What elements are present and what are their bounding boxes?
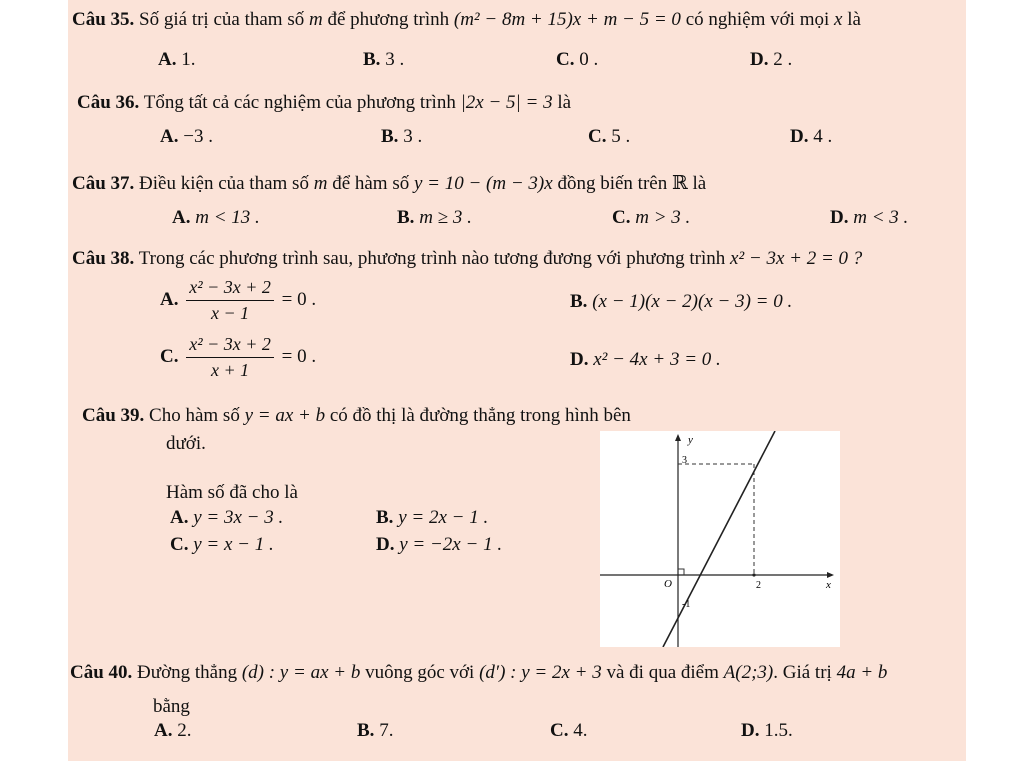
option-a[interactable] bbox=[154, 720, 191, 742]
option-label: B. bbox=[570, 291, 588, 312]
origin-label: O bbox=[664, 578, 672, 590]
option-c[interactable] bbox=[550, 720, 587, 742]
option-text: y = −2x − 1 . bbox=[399, 534, 503, 555]
option-a[interactable] bbox=[172, 207, 260, 229]
math-equation: y = ax + b bbox=[244, 405, 326, 426]
option-a[interactable] bbox=[170, 507, 283, 529]
tick-label-y3: 3 bbox=[682, 455, 687, 466]
option-label: D. bbox=[376, 534, 395, 555]
option-text: (x − 1)(x − 2)(x − 3) = 0 . bbox=[592, 291, 793, 312]
option-label: A. bbox=[172, 207, 191, 228]
option-label: A. bbox=[170, 507, 189, 528]
option-label: A. bbox=[160, 288, 179, 310]
question-number: Câu 36. bbox=[77, 92, 140, 113]
option-text: 4 . bbox=[813, 126, 833, 147]
option-label: A. bbox=[158, 49, 177, 70]
option-b[interactable] bbox=[357, 720, 393, 742]
fraction bbox=[186, 277, 274, 324]
option-label: D. bbox=[830, 207, 849, 228]
function-line bbox=[663, 431, 775, 647]
option-label: D. bbox=[570, 349, 589, 370]
math-var: m bbox=[308, 9, 323, 30]
option-b[interactable] bbox=[397, 207, 472, 229]
question-text: Cho hàm số bbox=[149, 405, 240, 426]
question-text: để phương trình bbox=[327, 9, 450, 30]
fraction-denominator: x + 1 bbox=[211, 360, 250, 380]
option-text: 7. bbox=[379, 720, 394, 741]
x-axis-arrow-icon bbox=[827, 572, 834, 578]
math-equation: x² − 3x + 2 = 0 ? bbox=[730, 248, 863, 269]
math-equation: (d) : y = ax + b bbox=[241, 662, 361, 683]
math-equation: (m² − 8m + 15)x + m − 5 = 0 bbox=[453, 9, 681, 30]
question-text: Đường thẳng bbox=[137, 662, 238, 683]
tick-label-y-neg1: -1 bbox=[682, 599, 691, 610]
fraction-numerator: x² − 3x + 2 bbox=[186, 277, 274, 301]
option-c[interactable] bbox=[170, 534, 274, 556]
question-text: có đồ thị là đường thẳng trong hình bên bbox=[329, 405, 631, 426]
option-text: 2 . bbox=[773, 49, 793, 70]
option-label: C. bbox=[612, 207, 631, 228]
question-text: để hàm số bbox=[332, 173, 410, 194]
option-c[interactable] bbox=[160, 334, 316, 381]
option-d[interactable] bbox=[376, 534, 502, 556]
option-d[interactable] bbox=[830, 207, 908, 229]
question-text: là bbox=[557, 92, 572, 113]
option-text: −3 . bbox=[183, 126, 213, 147]
question-text: . Giá trị bbox=[773, 662, 832, 683]
question-prompt: Hàm số đã cho là bbox=[166, 482, 298, 503]
graph-svg bbox=[600, 431, 840, 647]
fraction-numerator: x² − 3x + 2 bbox=[186, 334, 274, 358]
question-text: là bbox=[847, 9, 861, 30]
option-text: = 0 . bbox=[281, 345, 317, 367]
question-number: Câu 37. bbox=[72, 173, 135, 194]
option-b[interactable] bbox=[363, 49, 404, 71]
math-expression: 4a + b bbox=[836, 662, 888, 683]
math-var: m bbox=[313, 173, 328, 194]
option-d[interactable] bbox=[570, 349, 721, 371]
option-text: 5 . bbox=[611, 126, 631, 147]
x-axis-label: x bbox=[826, 579, 831, 591]
option-label: D. bbox=[741, 720, 760, 741]
math-var: x bbox=[834, 9, 843, 30]
question-text: Tổng tất cả các nghiệm của phương trình bbox=[143, 92, 456, 113]
option-label: C. bbox=[550, 720, 569, 741]
option-label: A. bbox=[160, 126, 179, 147]
fraction bbox=[186, 334, 274, 381]
question-text-line2: dưới. bbox=[166, 433, 206, 454]
option-c[interactable] bbox=[612, 207, 690, 229]
option-text: x² − 4x + 3 = 0 . bbox=[593, 349, 721, 370]
question-text-line2: bằng bbox=[153, 696, 190, 717]
function-graph bbox=[600, 431, 840, 647]
fraction-denominator: x − 1 bbox=[211, 303, 250, 323]
option-b[interactable] bbox=[570, 291, 792, 313]
option-label: C. bbox=[170, 534, 189, 555]
option-text: 3 . bbox=[385, 49, 405, 70]
question-40 bbox=[70, 662, 887, 684]
question-39 bbox=[82, 405, 631, 427]
option-b[interactable] bbox=[376, 507, 488, 529]
question-number: Câu 38. bbox=[72, 248, 135, 269]
option-text: m < 13 . bbox=[195, 207, 260, 228]
question-text: có nghiệm với mọi bbox=[685, 9, 830, 30]
option-text: = 0 . bbox=[281, 288, 317, 310]
question-text: Điều kiện của tham số bbox=[139, 173, 309, 194]
question-text: đồng biến trên ℝ là bbox=[557, 173, 707, 194]
option-text: 2. bbox=[177, 720, 192, 741]
question-number: Câu 40. bbox=[70, 662, 133, 683]
question-number: Câu 35. bbox=[72, 9, 135, 30]
y-axis-label: y bbox=[688, 434, 693, 446]
option-b[interactable] bbox=[381, 126, 422, 148]
option-text: m ≥ 3 . bbox=[419, 207, 472, 228]
option-text: y = x − 1 . bbox=[193, 534, 274, 555]
option-label: B. bbox=[357, 720, 375, 741]
option-label: A. bbox=[154, 720, 173, 741]
option-label: B. bbox=[381, 126, 399, 147]
option-text: y = 2x − 1 . bbox=[398, 507, 489, 528]
point-x2 bbox=[752, 573, 755, 576]
option-text: 3 . bbox=[403, 126, 423, 147]
option-a[interactable] bbox=[160, 126, 213, 148]
math-point: A(2;3) bbox=[723, 662, 774, 683]
option-text: 0 . bbox=[579, 49, 599, 70]
option-label: D. bbox=[790, 126, 809, 147]
option-label: C. bbox=[556, 49, 575, 70]
tick-label-x2: 2 bbox=[756, 580, 761, 591]
option-d[interactable] bbox=[790, 126, 832, 148]
question-38 bbox=[72, 248, 862, 270]
option-a[interactable] bbox=[160, 277, 316, 324]
option-text: 1.5. bbox=[764, 720, 793, 741]
option-text: 1. bbox=[181, 49, 196, 70]
option-label: B. bbox=[397, 207, 415, 228]
option-a[interactable] bbox=[158, 49, 195, 71]
option-label: D. bbox=[750, 49, 769, 70]
question-text: Số giá trị của tham số bbox=[139, 9, 305, 30]
option-d[interactable] bbox=[750, 49, 792, 71]
option-label: C. bbox=[588, 126, 607, 147]
y-axis-arrow-icon bbox=[675, 434, 681, 441]
option-c[interactable] bbox=[556, 49, 598, 71]
math-equation: y = 10 − (m − 3)x bbox=[413, 173, 553, 194]
question-text: Trong các phương trình sau, phương trình nào tương đương với phương trình bbox=[138, 248, 726, 269]
option-text: 4. bbox=[573, 720, 588, 741]
question-number: Câu 39. bbox=[82, 405, 145, 426]
question-text: và đi qua điểm bbox=[606, 662, 719, 683]
question-36 bbox=[77, 92, 571, 114]
math-equation: |2x − 5| = 3 bbox=[460, 92, 553, 113]
option-text: y = 3x − 3 . bbox=[193, 507, 284, 528]
option-label: B. bbox=[376, 507, 394, 528]
option-text: m < 3 . bbox=[853, 207, 909, 228]
option-d[interactable] bbox=[741, 720, 793, 742]
option-label: B. bbox=[363, 49, 381, 70]
question-37 bbox=[72, 172, 706, 195]
right-angle-marker bbox=[678, 569, 684, 575]
option-c[interactable] bbox=[588, 126, 630, 148]
math-equation: (d′) : y = 2x + 3 bbox=[479, 662, 602, 683]
question-35 bbox=[72, 9, 861, 31]
question-text: vuông góc với bbox=[365, 662, 475, 683]
option-label: C. bbox=[160, 345, 179, 367]
option-text: m > 3 . bbox=[635, 207, 691, 228]
